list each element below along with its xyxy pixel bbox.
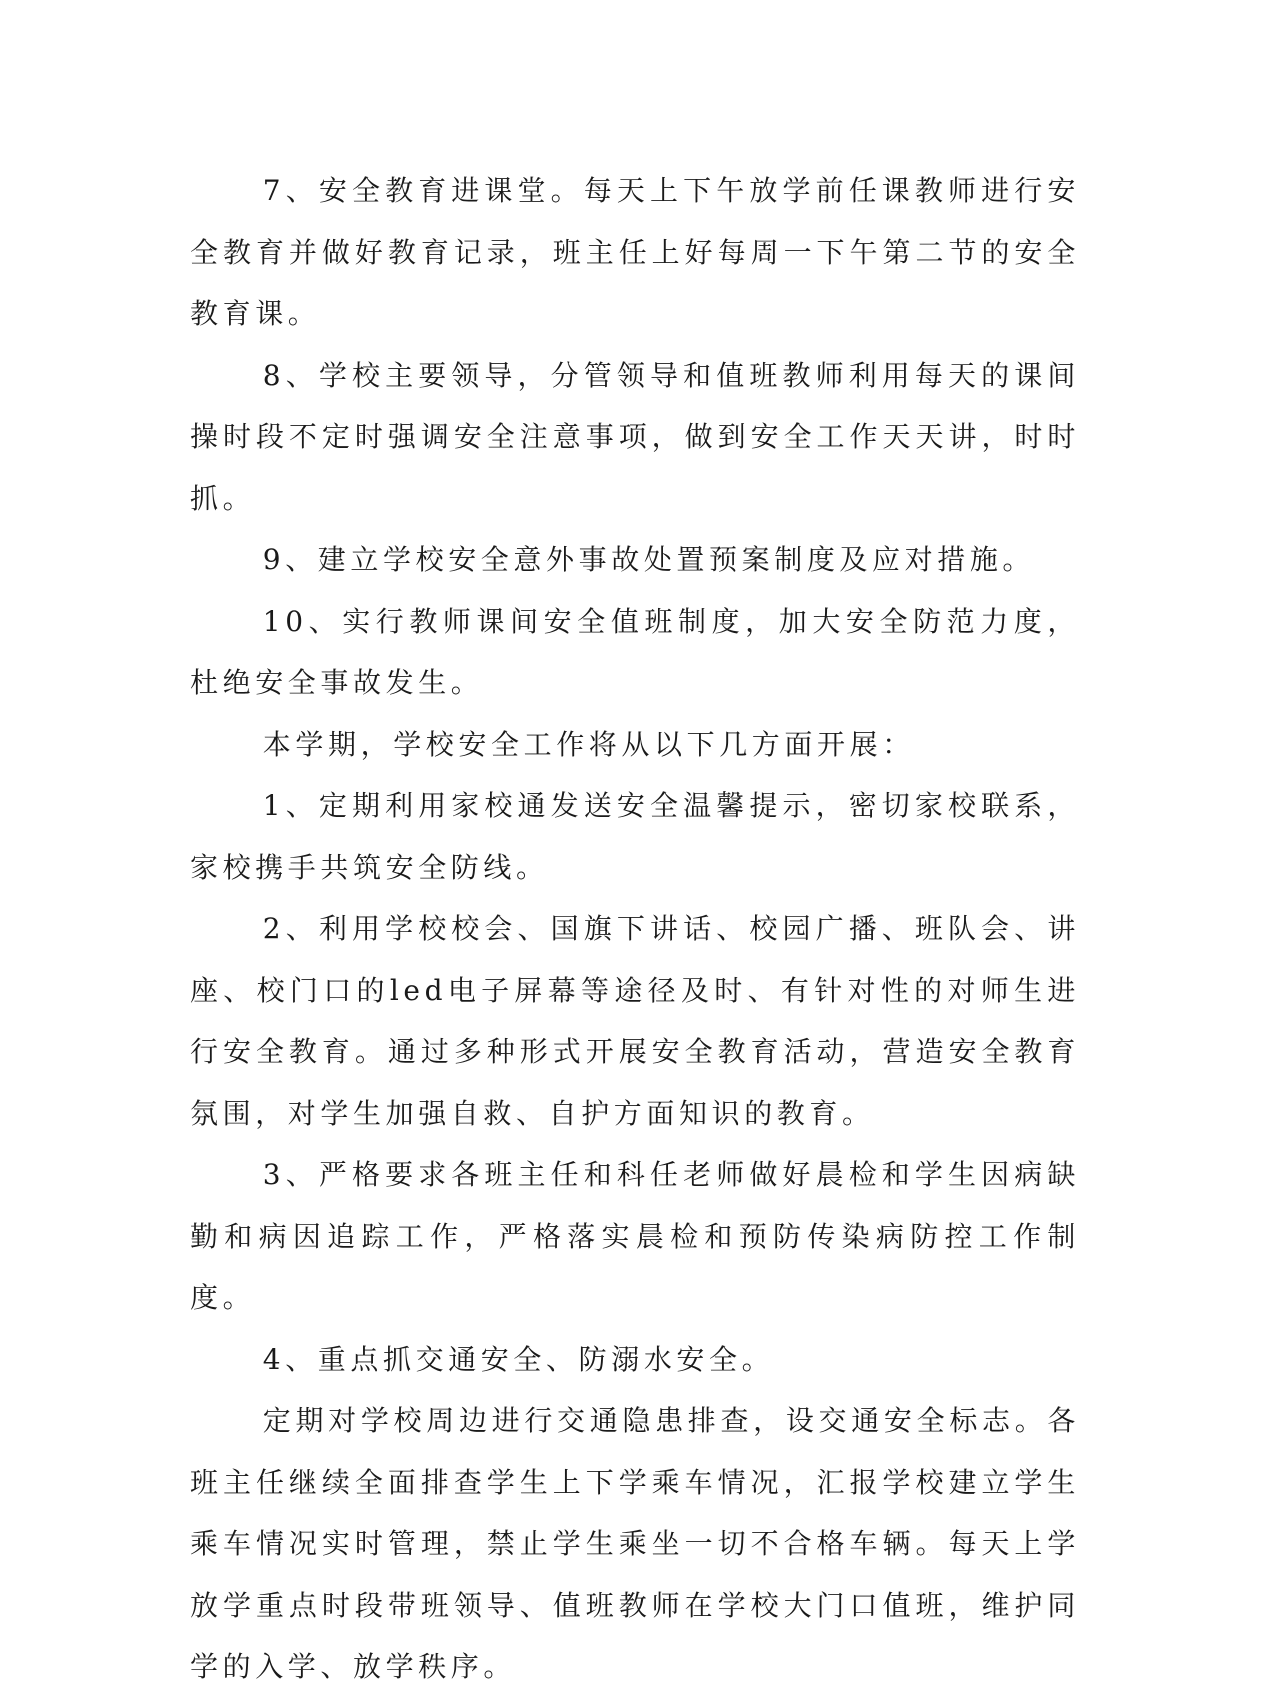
paragraph-item-3: 3、严格要求各班主任和科任老师做好晨检和学生因病缺勤和病因追踪工作，严格落实晨检和预防传染病防控工作制度。 — [190, 1158, 1080, 1314]
section-intro: 本学期，学校安全工作将从以下几方面开展： — [262, 727, 915, 761]
paragraph-item-2: 2、利用学校校会、国旗下讲话、校园广播、班队会、讲座、校门口的led电子屏幕等途径及时、有针对性的对师生进行安全教育。通过多种形式开展安全教育活动，营造安全教育氛围，对学生加强自救、自护方面知识的教育。 — [190, 912, 1080, 1130]
paragraph-item-1: 1、定期利用家校通发送安全温馨提示，密切家校联系，家校携手共筑安全防线。 — [190, 789, 1080, 884]
document-body — [190, 160, 1080, 1698]
paragraph-item-10: 10、实行教师课间安全值班制度，加大安全防范力度，杜绝安全事故发生。 — [190, 604, 1080, 699]
paragraph-item-9: 9、建立学校安全意外事故处置预案制度及应对措施。 — [262, 543, 1036, 576]
paragraph-item-7: 7、安全教育进课堂。每天上下午放学前任课教师进行安全教育并做好教育记录，班主任上好每周一下午第二节的安全教育课。 — [190, 174, 1080, 330]
paragraph-item-8: 8、学校主要领导，分管领导和值班教师利用每天的课间操时段不定时强调安全注意事项，做到安全工作天天讲，时时抓。 — [190, 358, 1080, 515]
paragraph-traffic-details: 定期对学校周边进行交通隐患排查，设交通安全标志。各班主任继续全面排查学生上下学乘车情况，汇报学校建立学生乘车情况实时管理，禁止学生乘坐一切不合格车辆。每天上学放学重点时段带班领导、值班教师在学校大门口值班，维护同学的入学、放学秩序。 — [190, 1404, 1080, 1683]
paragraph-item-4: 4、重点抓交通安全、防溺水安全。 — [262, 1342, 775, 1376]
